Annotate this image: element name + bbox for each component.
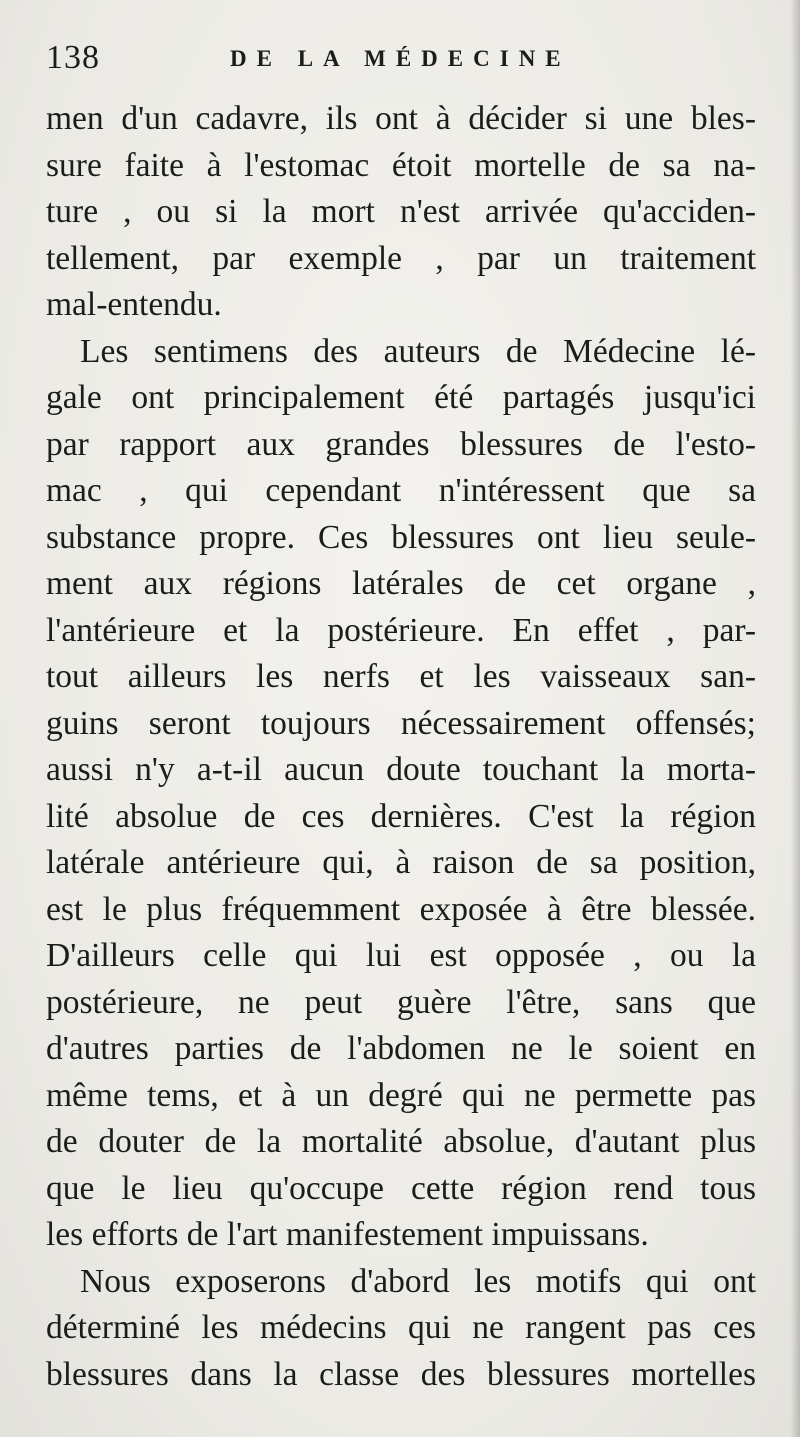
text-line: l'antérieure et la postérieure. En effet , par-	[46, 611, 756, 649]
text-line: mac , qui cependant n'intéressent que sa	[46, 472, 756, 509]
body-text	[46, 96, 756, 1398]
text-line: même tems, et à un degré qui ne permette pas	[46, 1076, 756, 1114]
text-line: men d'un cadavre, ils ont à décider si une bles-	[46, 100, 756, 137]
text-line: que le lieu qu'occupe cette région rend tous	[46, 1169, 756, 1207]
text-line: est le plus fréquemment exposée à être blessée.	[46, 890, 756, 928]
text-line: mal-entendu.	[46, 286, 222, 323]
text-line: aussi n'y a-t-il aucun doute touchant la morta-	[46, 751, 756, 788]
text-line: tellement, par exemple , par un traitement	[46, 239, 756, 277]
page-number: 138	[46, 39, 100, 76]
text-line: ture , ou si la mort n'est arrivée qu'acciden-	[46, 193, 756, 230]
text-line: D'ailleurs celle qui lui est opposée , ou la	[46, 937, 756, 974]
running-head	[46, 38, 754, 82]
text-line: déterminé les médecins qui ne rangent pas ces	[46, 1309, 756, 1346]
text-line: lité absolue de ces dernières. C'est la région	[46, 797, 756, 835]
text-line: latérale antérieure qui, à raison de sa position,	[46, 844, 756, 881]
text-line: par rapport aux grandes blessures de l'esto-	[46, 425, 756, 463]
text-line: gale ont principalement été partagés jusqu'ici	[46, 379, 756, 416]
paragraph-start-line: Nous exposerons d'abord les motifs qui ont	[80, 1262, 756, 1300]
text-line: les efforts de l'art manifestement impuissans.	[46, 1216, 649, 1253]
text-line: guins seront toujours nécessairement offensés;	[46, 704, 756, 742]
running-title: DE LA MÉDECINE	[230, 46, 571, 71]
paragraph-start-line: Les sentimens des auteurs de Médecine lé-	[80, 332, 756, 370]
text-line: postérieure, ne peut guère l'être, sans que	[46, 983, 756, 1021]
text-line: tout ailleurs les nerfs et les vaisseaux san-	[46, 658, 756, 695]
text-line: d'autres parties de l'abdomen ne le soient en	[46, 1030, 756, 1067]
text-line: sure faite à l'estomac étoit mortelle de sa na-	[46, 146, 756, 184]
text-line: substance propre. Ces blessures ont lieu seule-	[46, 518, 756, 556]
text-line: ment aux régions latérales de cet organe ,	[46, 565, 756, 602]
text-line: de douter de la mortalité absolue, d'autant plus	[46, 1123, 756, 1160]
text-line: blessures dans la classe des blessures mortelles	[46, 1355, 756, 1393]
